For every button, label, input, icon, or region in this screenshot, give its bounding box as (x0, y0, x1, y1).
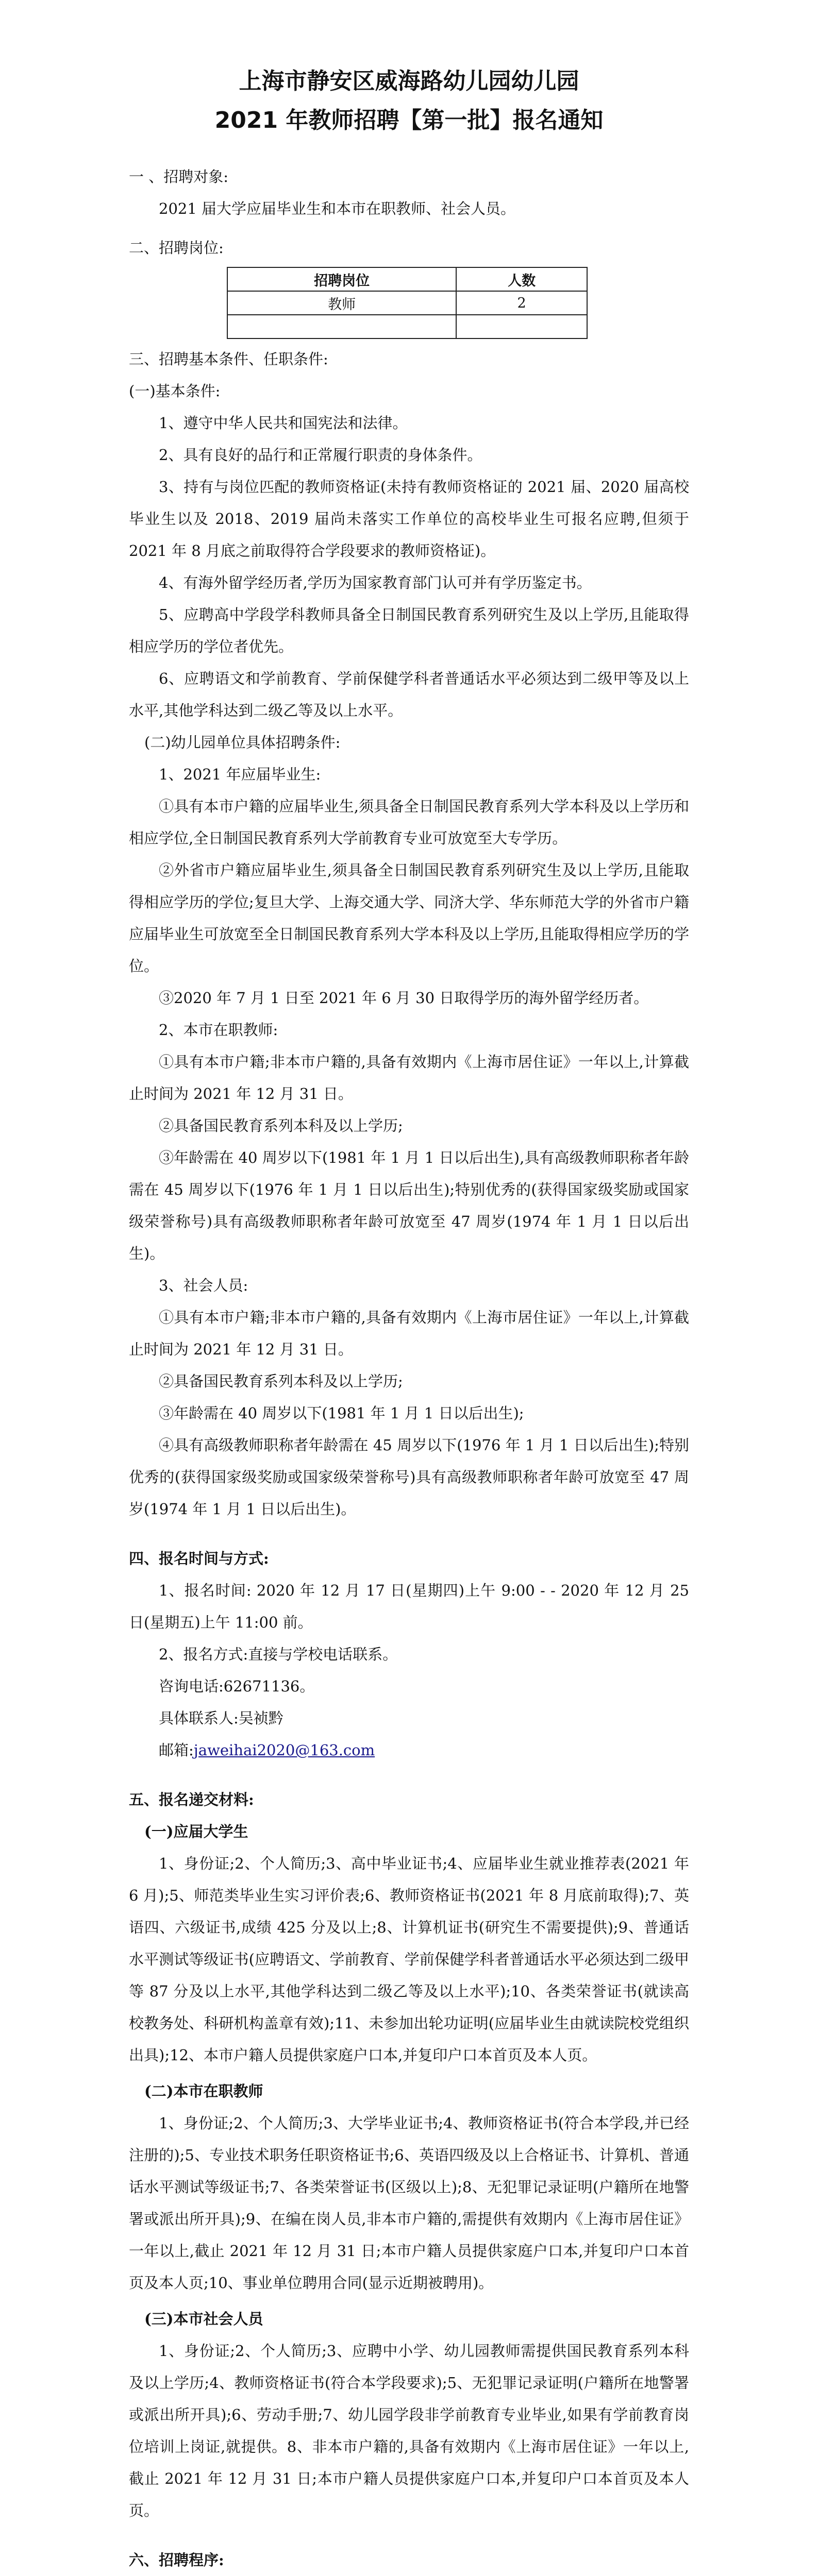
graduates-item: ②外省市户籍应届毕业生,须具备全日制国民教育系列研究生及以上学历,且能取得相应学历的学位;复旦大学、上海交通大学、同济大学、华东师范大学的外省市户籍应届毕业生可放宽至全日制国民教育系列大学本科及以上学历,且能取得相应学历的学位。 (129, 861, 689, 975)
registration-method: 2、报名方式:直接与学校电话联系。 (159, 1646, 398, 1663)
materials-social-heading: (三)本市社会人员 (144, 2310, 263, 2328)
registration-time: 1、报名时间: 2020 年 12 月 17 日(星期四)上午 9:00 - - 2020 年 12 月 25 日(星期五)上午 11:00 前。 (129, 1582, 689, 1631)
table-row (227, 291, 587, 315)
materials-social-text: 1、身份证;2、个人简历;3、应聘中小学、幼儿园教师需提供国民教育系列本科及以上学历;4、教师资格证书(符合本学段要求);5、无犯罪记录证明(户籍所在地警署或派出所开具);6、劳动手册;7、幼儿园学段非学前教育专业毕业,如果有学前教育岗位培训上岗证,就提供。8、非本市户籍的,具备有效期内《上海市居住证》一年以上,截止 2021 年 12 月 31 日;本市户籍人员提供家庭户口本,并复印户口本首页及本人页。 (129, 2342, 689, 2519)
materials-graduates-text: 1、身份证;2、个人简历;3、高中毕业证书;4、应届毕业生就业推荐表(2021 年 6 月);5、师范类毕业生实习评价表;6、教师资格证书(2021 年 8 月底前取得);7、英语四、六级证书,成绩 425 分及以上;8、计算机证书(研究生不需要提供);9、普通话水平测试等级证书(应聘语文、学前教育、学前保健学科者普通话水平必须达到二级甲等 87 分及以上水平,其他学科达到二级乙等及以上水平);10、各类荣誉证书(就读高校教务处、科研机构盖章有效);11、未参加出轮功证明(应届毕业生由就读院校党组织出具);12、本市户籍人员提供家庭户口本,并复印户口本首页及本人页。 (129, 1855, 689, 2064)
section5-heading: 五、报名递交材料: (129, 1791, 254, 1808)
materials-graduates-heading: (一)应届大学生 (144, 1823, 248, 1840)
email-label: 邮箱: (159, 1741, 194, 1759)
positions-cell-post: 教师 (227, 291, 456, 315)
table-row (227, 315, 587, 338)
positions-cell-empty (456, 315, 587, 338)
materials-teachers-heading: (二)本市在职教师 (144, 2082, 263, 2100)
positions-cell-count: 2 (456, 291, 587, 315)
email-link[interactable]: jaweihai2020@163.com (193, 1741, 375, 1759)
social-item: ①具有本市户籍;非本市户籍的,具备有效期内《上海市居住证》一年以上,计算截止时间为 2021 年 12 月 31 日。 (129, 1309, 689, 1358)
specific-conditions-heading: (二)幼儿园单位具体招聘条件: (144, 734, 341, 751)
teachers-heading: 2、本市在职教师: (159, 1021, 278, 1039)
positions-header-count: 人数 (456, 267, 587, 291)
section-materials (129, 1784, 689, 2527)
positions-table (227, 267, 588, 339)
basic-condition-item: 6、应聘语文和学前教育、学前保健学科者普通话水平必须达到二级甲等及以上水平,其他学科达到二级乙等及以上水平。 (129, 670, 689, 719)
graduates-item: ①具有本市户籍的应届毕业生,须具备全日制国民教育系列大学本科及以上学历和相应学位,全日制国民教育系列大学前教育专业可放宽至大专学历。 (129, 798, 689, 847)
basic-condition-item: 1、遵守中华人民共和国宪法和法律。 (159, 414, 408, 432)
section4-heading: 四、报名时间与方式: (129, 1550, 269, 1567)
section-requirements (129, 343, 689, 1525)
registration-phone: 咨询电话:62671136。 (159, 1677, 315, 1695)
basic-condition-item: 4、有海外留学经历者,学历为国家教育部门认可并有学历鉴定书。 (159, 574, 592, 591)
section-positions (129, 232, 689, 339)
section2-heading: 二、招聘岗位: (129, 239, 224, 257)
social-item: ③年龄需在 40 周岁以下(1981 年 1 月 1 日以后出生); (159, 1404, 524, 1422)
section-procedure (129, 2544, 689, 2576)
basic-condition-item: 5、应聘高中学段学科教师具备全日制国民教育系列研究生及以上学历,且能取得相应学历的学位者优先。 (129, 606, 689, 655)
teachers-item: ③年龄需在 40 周岁以下(1981 年 1 月 1 日以后出生),具有高级教师职称者年龄需在 45 周岁以下(1976 年 1 月 1 日以后出生);特别优秀的(获得国家级奖励或国家级荣誉称号)具有高级教师职称者年龄可放宽至 47 周岁(1974 年 1 月 1 日以后出生)。 (129, 1149, 689, 1262)
section-registration (129, 1543, 689, 1766)
positions-table-header-row (227, 267, 587, 291)
teachers-item: ①具有本市户籍;非本市户籍的,具备有效期内《上海市居住证》一年以上,计算截止时间为 2021 年 12 月 31 日。 (129, 1053, 689, 1103)
section1-heading: 一 、招聘对象: (129, 168, 228, 185)
teachers-item: ②具备国民教育系列本科及以上学历; (159, 1117, 403, 1134)
registration-email-line (129, 1734, 689, 1766)
section-recruitment-targets (129, 161, 689, 225)
notice-title-line1: 上海市静安区威海路幼儿园幼儿园 (239, 68, 579, 94)
social-item: ②具备国民教育系列本科及以上学历; (159, 1372, 403, 1390)
basic-condition-item: 3、持有与岗位匹配的教师资格证(未持有教师资格证的 2021 届、2020 届高校毕业生以及 2018、2019 届尚未落实工作单位的高校毕业生可报名应聘,但须于 2021 年 8 月底之前取得符合学段要求的教师资格证)。 (129, 478, 689, 560)
basic-conditions-heading: (一)基本条件: (129, 382, 221, 400)
positions-cell-empty (227, 315, 456, 338)
section1-text: 2021 届大学应届毕业生和本市在职教师、社会人员。 (159, 200, 516, 217)
graduates-heading: 1、2021 年应届毕业生: (159, 766, 321, 783)
materials-teachers-text: 1、身份证;2、个人简历;3、大学毕业证书;4、教师资格证书(符合本学段,并已经注册的);5、专业技术职务任职资格证书;6、英语四级及以上合格证书、计算机、普通话水平测试等级证书;7、各类荣誉证书(区级以上);8、无犯罪记录证明(户籍所在地警署或派出所开具);9、在编在岗人员,非本市户籍的,需提供有效期内《上海市居住证》一年以上,截止 2021 年 12 月 31 日;本市户籍人员提供家庭户口本,并复印户口本首页及本人页;10、事业单位聘用合同(显示近期被聘用)。 (129, 2114, 689, 2292)
positions-header-post: 招聘岗位 (227, 267, 456, 291)
graduates-item: ③2020 年 7 月 1 日至 2021 年 6 月 30 日取得学历的海外留学经历者。 (159, 989, 649, 1007)
social-item: ④具有高级教师职称者年龄需在 45 周岁以下(1976 年 1 月 1 日以后出生);特别优秀的(获得国家级奖励或国家级荣誉称号)具有高级教师职称者年龄可放宽至 47 周岁(1974 年 1 月 1 日以后出生)。 (129, 1436, 689, 1518)
social-heading: 3、社会人员: (159, 1277, 248, 1294)
section6-heading: 六、招聘程序: (129, 2551, 224, 2569)
section3-heading: 三、招聘基本条件、任职条件: (129, 350, 328, 368)
notice-title-line2: 2021 年教师招聘【第一批】报名通知 (214, 107, 604, 133)
registration-contact: 具体联系人:吴祯黔 (159, 1709, 283, 1727)
basic-condition-item: 2、具有良好的品行和正常履行职责的身体条件。 (159, 446, 482, 464)
